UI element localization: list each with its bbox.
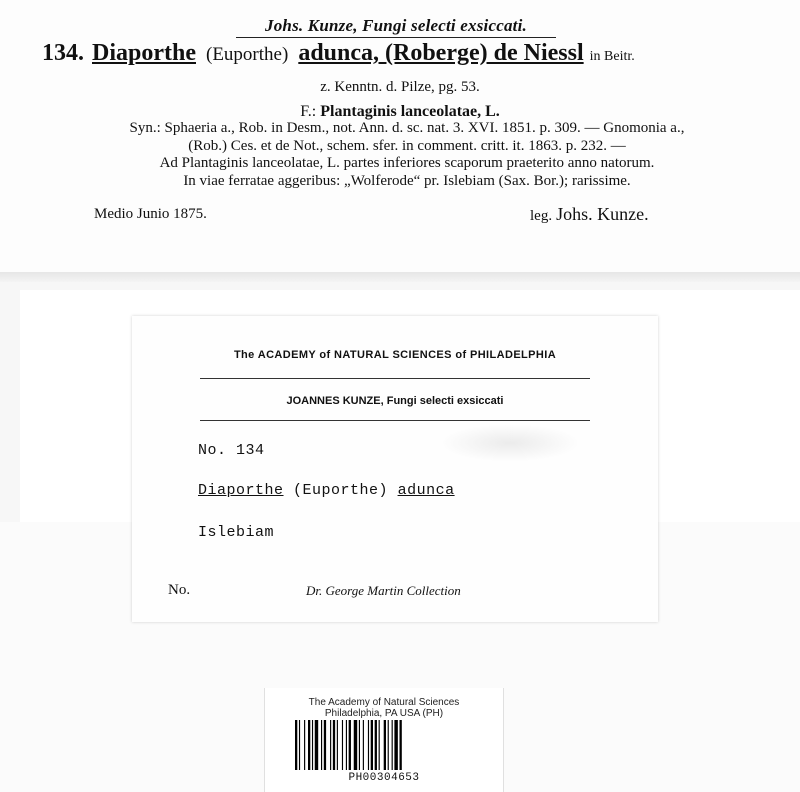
divider-line: [200, 378, 590, 379]
synonymy-line: Syn.: Sphaeria a., Rob. in Desm., not. Ann. d. sc. nat. 3. XVI. 1851. p. 309. — Gnomonia a.,: [129, 120, 685, 136]
label-edge-shadow: [0, 272, 800, 282]
typed-epithet: adunca: [397, 482, 455, 499]
barcode-institution-line: The Academy of Natural Sciences: [308, 697, 460, 708]
barcode-bar: [392, 720, 393, 770]
barcode-bar: [375, 720, 377, 770]
genus-name: Diaporthe: [92, 40, 196, 66]
academy-label-card: [132, 316, 658, 622]
host-prefix: F.:: [300, 103, 317, 120]
host-line: [0, 103, 800, 121]
habitat-line: Ad Plantaginis lanceolatae, L. partes inferiores scaporum praeterito anno natorum.: [159, 155, 655, 171]
barcode-bar: [324, 720, 326, 770]
typed-locality: Islebiam: [198, 524, 275, 541]
barcode-bar: [354, 720, 357, 770]
barcode-bar: [384, 720, 386, 770]
barcode-bar: [359, 720, 360, 770]
divider-line: [200, 420, 590, 421]
barcode-bar: [363, 720, 364, 770]
barcode-bar: [304, 720, 305, 770]
series-heading: Johs. Kunze, Fungi selecti exsiccati.: [236, 16, 556, 38]
paper-stain: [440, 424, 580, 462]
typed-subgenus: (Euporthe): [293, 482, 389, 499]
typed-taxon: [198, 482, 455, 499]
collector-name: Johs. Kunze.: [556, 204, 649, 224]
publication-prefix: in Beitr.: [589, 49, 635, 64]
legit-line: [530, 204, 649, 225]
publication-reference: z. Kenntn. d. Pilze, pg. 53.: [320, 79, 480, 95]
host-name: Plantaginis lanceolatae, L.: [320, 103, 500, 120]
barcode-label: [264, 688, 504, 792]
barcode-bar: [346, 720, 347, 770]
barcode-bar: [312, 720, 313, 770]
barcode-bar: [337, 720, 338, 770]
barcode-bar: [321, 720, 322, 770]
barcode-bars: [295, 720, 473, 770]
barcode-institution: [265, 697, 503, 719]
institution-heading: The ACADEMY of NATURAL SCIENCES of PHILADELPHIA: [233, 349, 557, 361]
barcode-bar: [330, 720, 331, 770]
barcode-bar: [315, 720, 318, 770]
synonymy-line: (Rob.) Ces. et de Not., schem. sfer. in comment. critt. it. 1863. p. 232. —: [188, 137, 626, 154]
barcode-bar: [295, 720, 297, 770]
collection-date: Medio Junio 1875.: [94, 206, 207, 222]
barcode-bar: [371, 720, 373, 770]
barcode-bar: [308, 720, 310, 770]
collection-name: Dr. George Martin Collection: [306, 583, 461, 598]
barcode-bar: [400, 720, 402, 770]
original-exsiccata-label: [0, 0, 800, 278]
barcode-bar: [394, 720, 397, 770]
specimen-number: 134.: [42, 40, 84, 66]
barcode-bar: [388, 720, 389, 770]
no-field-label: No.: [168, 582, 191, 598]
legit-prefix: leg.: [530, 208, 553, 224]
synonymy-block: [22, 120, 792, 190]
barcode-bar: [333, 720, 335, 770]
barcode-bar: [342, 720, 343, 770]
epithet-authors: adunca, (Roberge) de Niessl: [298, 40, 584, 66]
barcode-institution-line: Philadelphia, PA USA (PH): [324, 708, 444, 719]
series-name: JOANNES KUNZE, Fungi selecti exsiccati: [286, 395, 504, 407]
subgenus-name: (Euporthe): [206, 44, 289, 65]
barcode-number: PH00304653: [348, 772, 420, 784]
typed-number: No. 134: [198, 442, 265, 459]
taxon-line: [42, 40, 792, 67]
typed-genus: Diaporthe: [198, 482, 284, 499]
locality-line: In viae ferratae aggeribus: „Wolferode“ pr. Islebiam (Sax. Bor.); rarissime.: [183, 172, 631, 189]
barcode-bar: [349, 720, 351, 770]
barcode-bar: [368, 720, 369, 770]
barcode-bar: [299, 720, 300, 770]
barcode-bar: [379, 720, 380, 770]
